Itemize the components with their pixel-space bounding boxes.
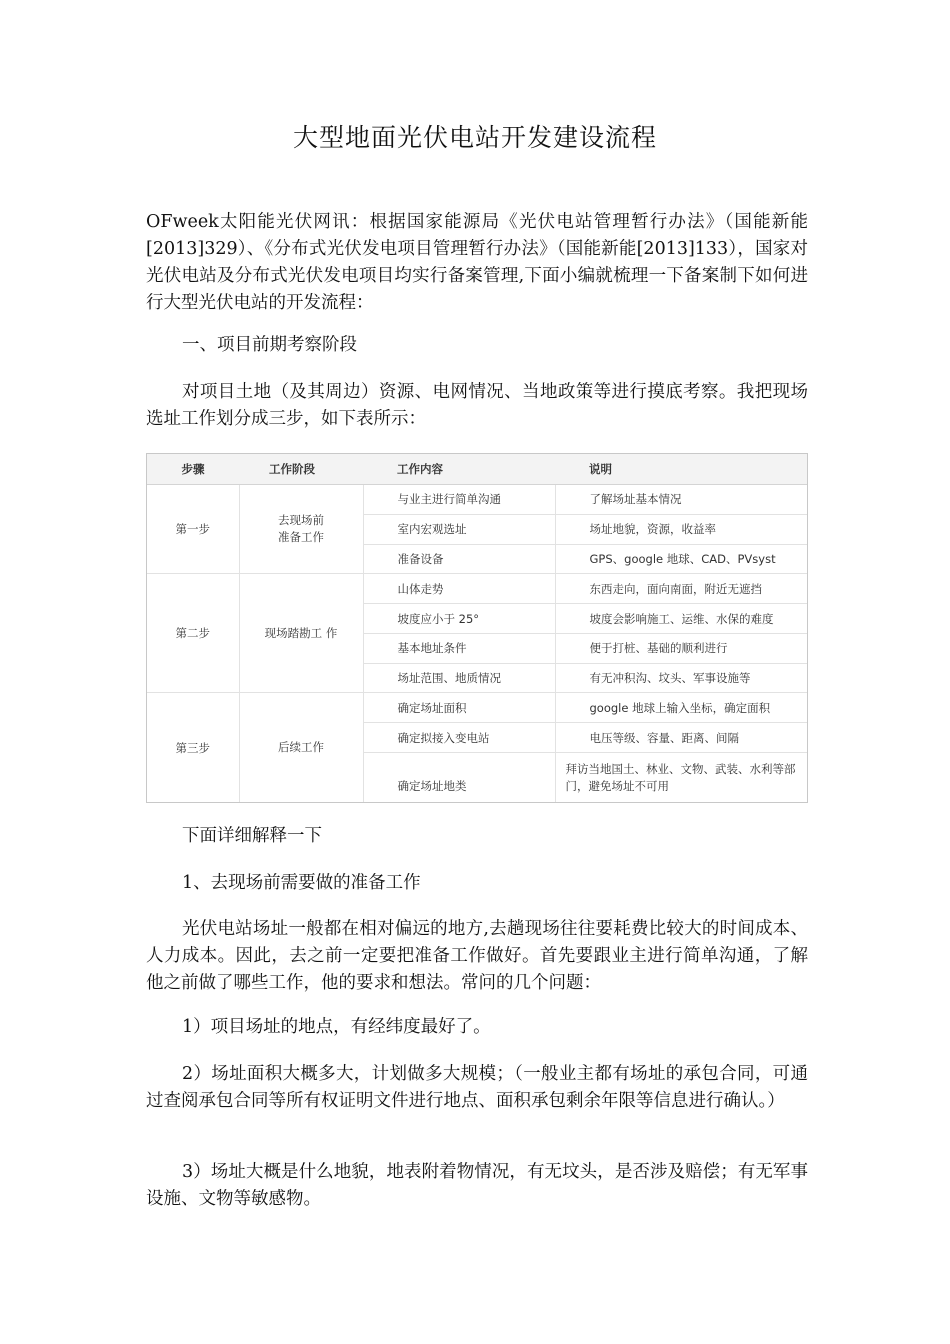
note-cell: 了解场址基本情况 [555,485,807,515]
note-cell: 便于打桩、基础的顺利进行 [555,633,807,663]
step-cell: 第三步 [147,693,239,802]
page-title: 大型地面光伏电站开发建设流程 [292,123,657,152]
content-cell: 准备设备 [363,544,555,574]
section1-heading: 一、项目前期考察阶段 [182,335,357,355]
question-2: 2）场址面积大概多大，计划做多大规模；（一般业主都有场址的承包合同，可通过查阅承包合同等所有权证明文件进行地点、面积承包剩余年限等信息进行确认。） [146,1064,808,1111]
content-cell: 与业主进行简单沟通 [363,485,555,515]
content-cell: 山体走势 [363,574,555,604]
section1-text: 对项目土地（及其周边）资源、电网情况、当地政策等进行摸底考察。我把现场选址工作划分成三步，如下表所示： [146,382,808,429]
note-cell: 坡度会影响施工、运维、水保的难度 [555,604,807,634]
content-cell: 确定拟接入变电站 [363,723,555,753]
header-note: 说明 [555,454,807,485]
note-cell: 场址地貌，资源，收益率 [555,514,807,544]
note-cell: GPS、google 地球、CAD、PVsyst [555,544,807,574]
content-cell: 基本地址条件 [363,633,555,663]
phase-cell [239,693,363,802]
phase-text: 现场踏勘工 作 [264,625,338,640]
table-row [147,574,807,604]
header-step: 步骤 [147,454,239,485]
note-cell: 有无冲积沟、坟头、军事设施等 [555,663,807,693]
content-cell: 确定场址面积 [363,693,555,723]
content-cell: 室内宏观选址 [363,514,555,544]
phase-text: 去现场前 准备工作 [278,513,324,545]
note-cell: 拜访当地国土、林业、文物、武装、水利等部门，避免场址不可用 [555,753,807,802]
content-cell: 坡度应小于 25° [363,604,555,634]
table-header-row [147,454,807,485]
question-3: 3）场址大概是什么地貌，地表附着物情况，有无坟头，是否涉及赔偿；有无军事设施、文物等敏感物。 [146,1162,808,1209]
phase-cell [239,574,363,693]
table-row [147,693,807,723]
detail-intro: 下面详细解释一下 [182,826,322,846]
content-cell: 场址范围、地质情况 [363,663,555,693]
step-cell: 第二步 [147,574,239,693]
content-cell: 确定场址地类 [363,753,555,802]
question-1: 1）项目场址的地点，有经纬度最好了。 [182,1017,491,1037]
note-cell: 东西走向，面向南面，附近无遮挡 [555,574,807,604]
phase-text: 后续工作 [278,740,324,755]
note-cell: 电压等级、容量、距离、间隔 [555,723,807,753]
header-content: 工作内容 [363,454,555,485]
intro-paragraph: OFweek太阳能光伏网讯：根据国家能源局《光伏电站管理暂行办法》（国能新能[2013]329）、《分布式光伏发电项目管理暂行办法》（国能新能[2013]133），国家对光伏电站及分布式光伏发电项目均实行备案管理,下面小编就梳理一下备案制下如何进行大型光伏电站的开发流程： [146,212,808,313]
steps-table [147,454,807,802]
phase-cell [239,485,363,574]
step-cell: 第一步 [147,485,239,574]
table-row [147,485,807,515]
sub1-text: 光伏电站场址一般都在相对偏远的地方,去趟现场往往要耗费比较大的时间成本、人力成本。因此，去之前一定要把准备工作做好。首先要跟业主进行简单沟通，了解他之前做了哪些工作，他的要求和想法。常问的几个问题： [146,919,808,993]
site-selection-table [146,453,808,803]
sub1-heading: 1、去现场前需要做的准备工作 [182,873,421,893]
header-phase: 工作阶段 [239,454,363,485]
note-cell: google 地球上输入坐标，确定面积 [555,693,807,723]
